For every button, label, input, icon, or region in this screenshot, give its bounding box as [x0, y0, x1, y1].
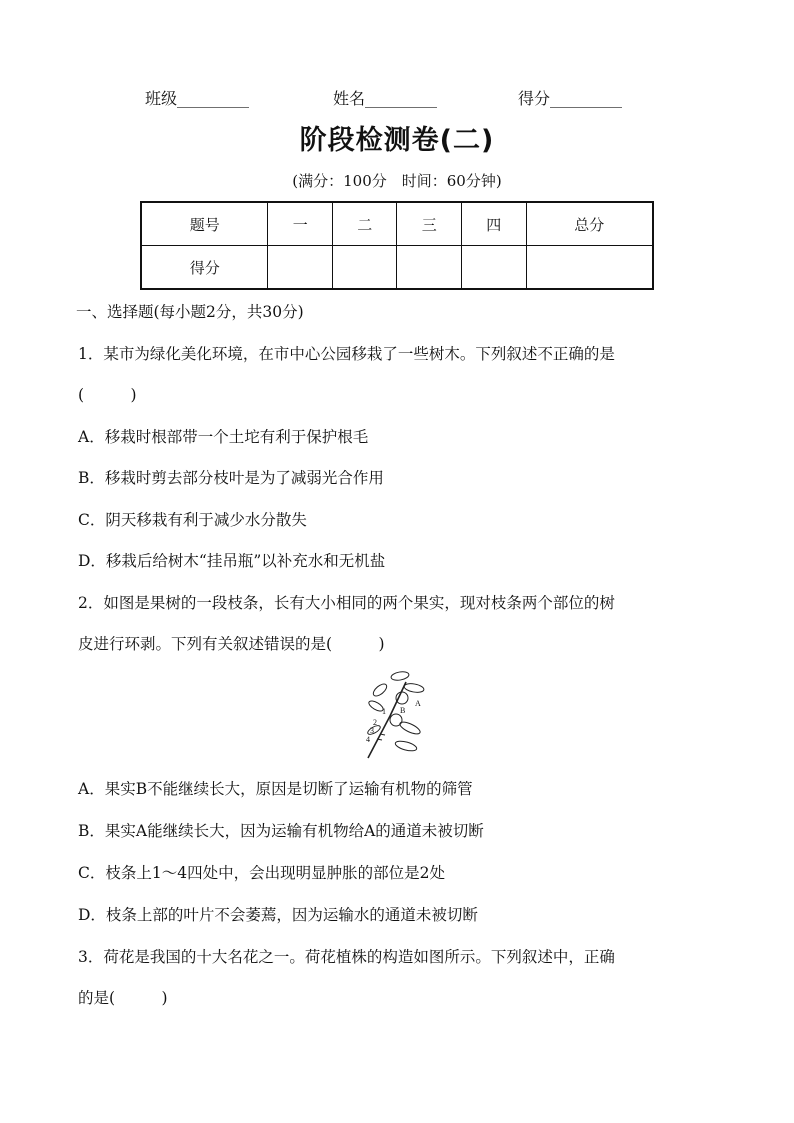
q2-stem: 2．如图是果树的一段枝条，长有大小相同的两个果实，现对枝条两个部位的树 — [78, 594, 615, 612]
score-cell — [332, 246, 397, 290]
q1-answer-blank: ( ) — [78, 386, 137, 404]
leaf — [390, 670, 409, 681]
q3-stem-cont: 的是( ) — [78, 989, 168, 1007]
exam-info: (满分：100分 时间：60分钟) — [292, 172, 502, 190]
label-4: 4 — [366, 735, 370, 744]
q1-option-b: B．移栽时剪去部分枝叶是为了减弱光合作用 — [78, 469, 384, 487]
q3-stem: 3．荷花是我国的十大名花之一。荷花植株的构造如图所示。下列叙述中，正确 — [78, 948, 615, 966]
score-cell — [526, 246, 653, 290]
leaf — [371, 682, 388, 698]
table-cell: 一 — [268, 202, 333, 246]
q2-option-b: B．果实A能继续长大，因为运输有机物给A的通道未被切断 — [78, 822, 484, 840]
fruit-b — [390, 714, 402, 726]
q1-option-c: C．阴天移栽有利于减少水分散失 — [78, 511, 307, 529]
label-1: 1 — [382, 707, 386, 716]
page-title: 阶段检测卷(二) — [299, 125, 495, 156]
score-cell — [268, 246, 333, 290]
q1-stem: 1．某市为绿化美化环境，在市中心公园移栽了一些树木。下列叙述不正确的是 — [78, 345, 615, 363]
fruit-branch-figure — [360, 668, 430, 760]
section-heading: 一、选择题(每小题2分，共30分) — [76, 303, 304, 321]
q2-stem-cont: 皮进行环剥。下列有关叙述错误的是( ) — [78, 635, 385, 653]
table-cell: 题号 — [141, 202, 268, 246]
score-field-label: 得分_________ — [518, 89, 623, 108]
label-b: B — [400, 706, 406, 715]
table-row — [141, 246, 653, 290]
q2-option-a: A．果实B不能继续长大，原因是切断了运输有机物的筛管 — [78, 780, 473, 798]
score-table — [140, 201, 654, 290]
name-field-label: 姓名_________ — [333, 89, 438, 108]
table-cell: 三 — [397, 202, 462, 246]
table-cell: 二 — [332, 202, 397, 246]
score-cell — [397, 246, 462, 290]
table-cell: 四 — [462, 202, 527, 246]
label-a: A — [415, 699, 421, 708]
table-cell: 得分 — [141, 246, 268, 290]
q2-option-d: D．枝条上部的叶片不会萎蔫，因为运输水的通道未被切断 — [78, 906, 478, 924]
q1-option-a: A．移栽时根部带一个土坨有利于保护根毛 — [78, 428, 369, 446]
label-2: 2 — [373, 718, 377, 727]
table-cell: 总分 — [526, 202, 653, 246]
q1-option-d: D．移栽后给树木“挂吊瓶”以补充水和无机盐 — [78, 552, 386, 570]
q2-option-c: C．枝条上1～4四处中，会出现明显肿胀的部位是2处 — [78, 864, 445, 882]
class-field-label: 班级_________ — [145, 89, 250, 108]
leaf — [394, 739, 417, 752]
score-cell — [462, 246, 527, 290]
table-row — [141, 202, 653, 246]
leaf — [403, 682, 424, 693]
label-3: 3 — [370, 726, 374, 735]
